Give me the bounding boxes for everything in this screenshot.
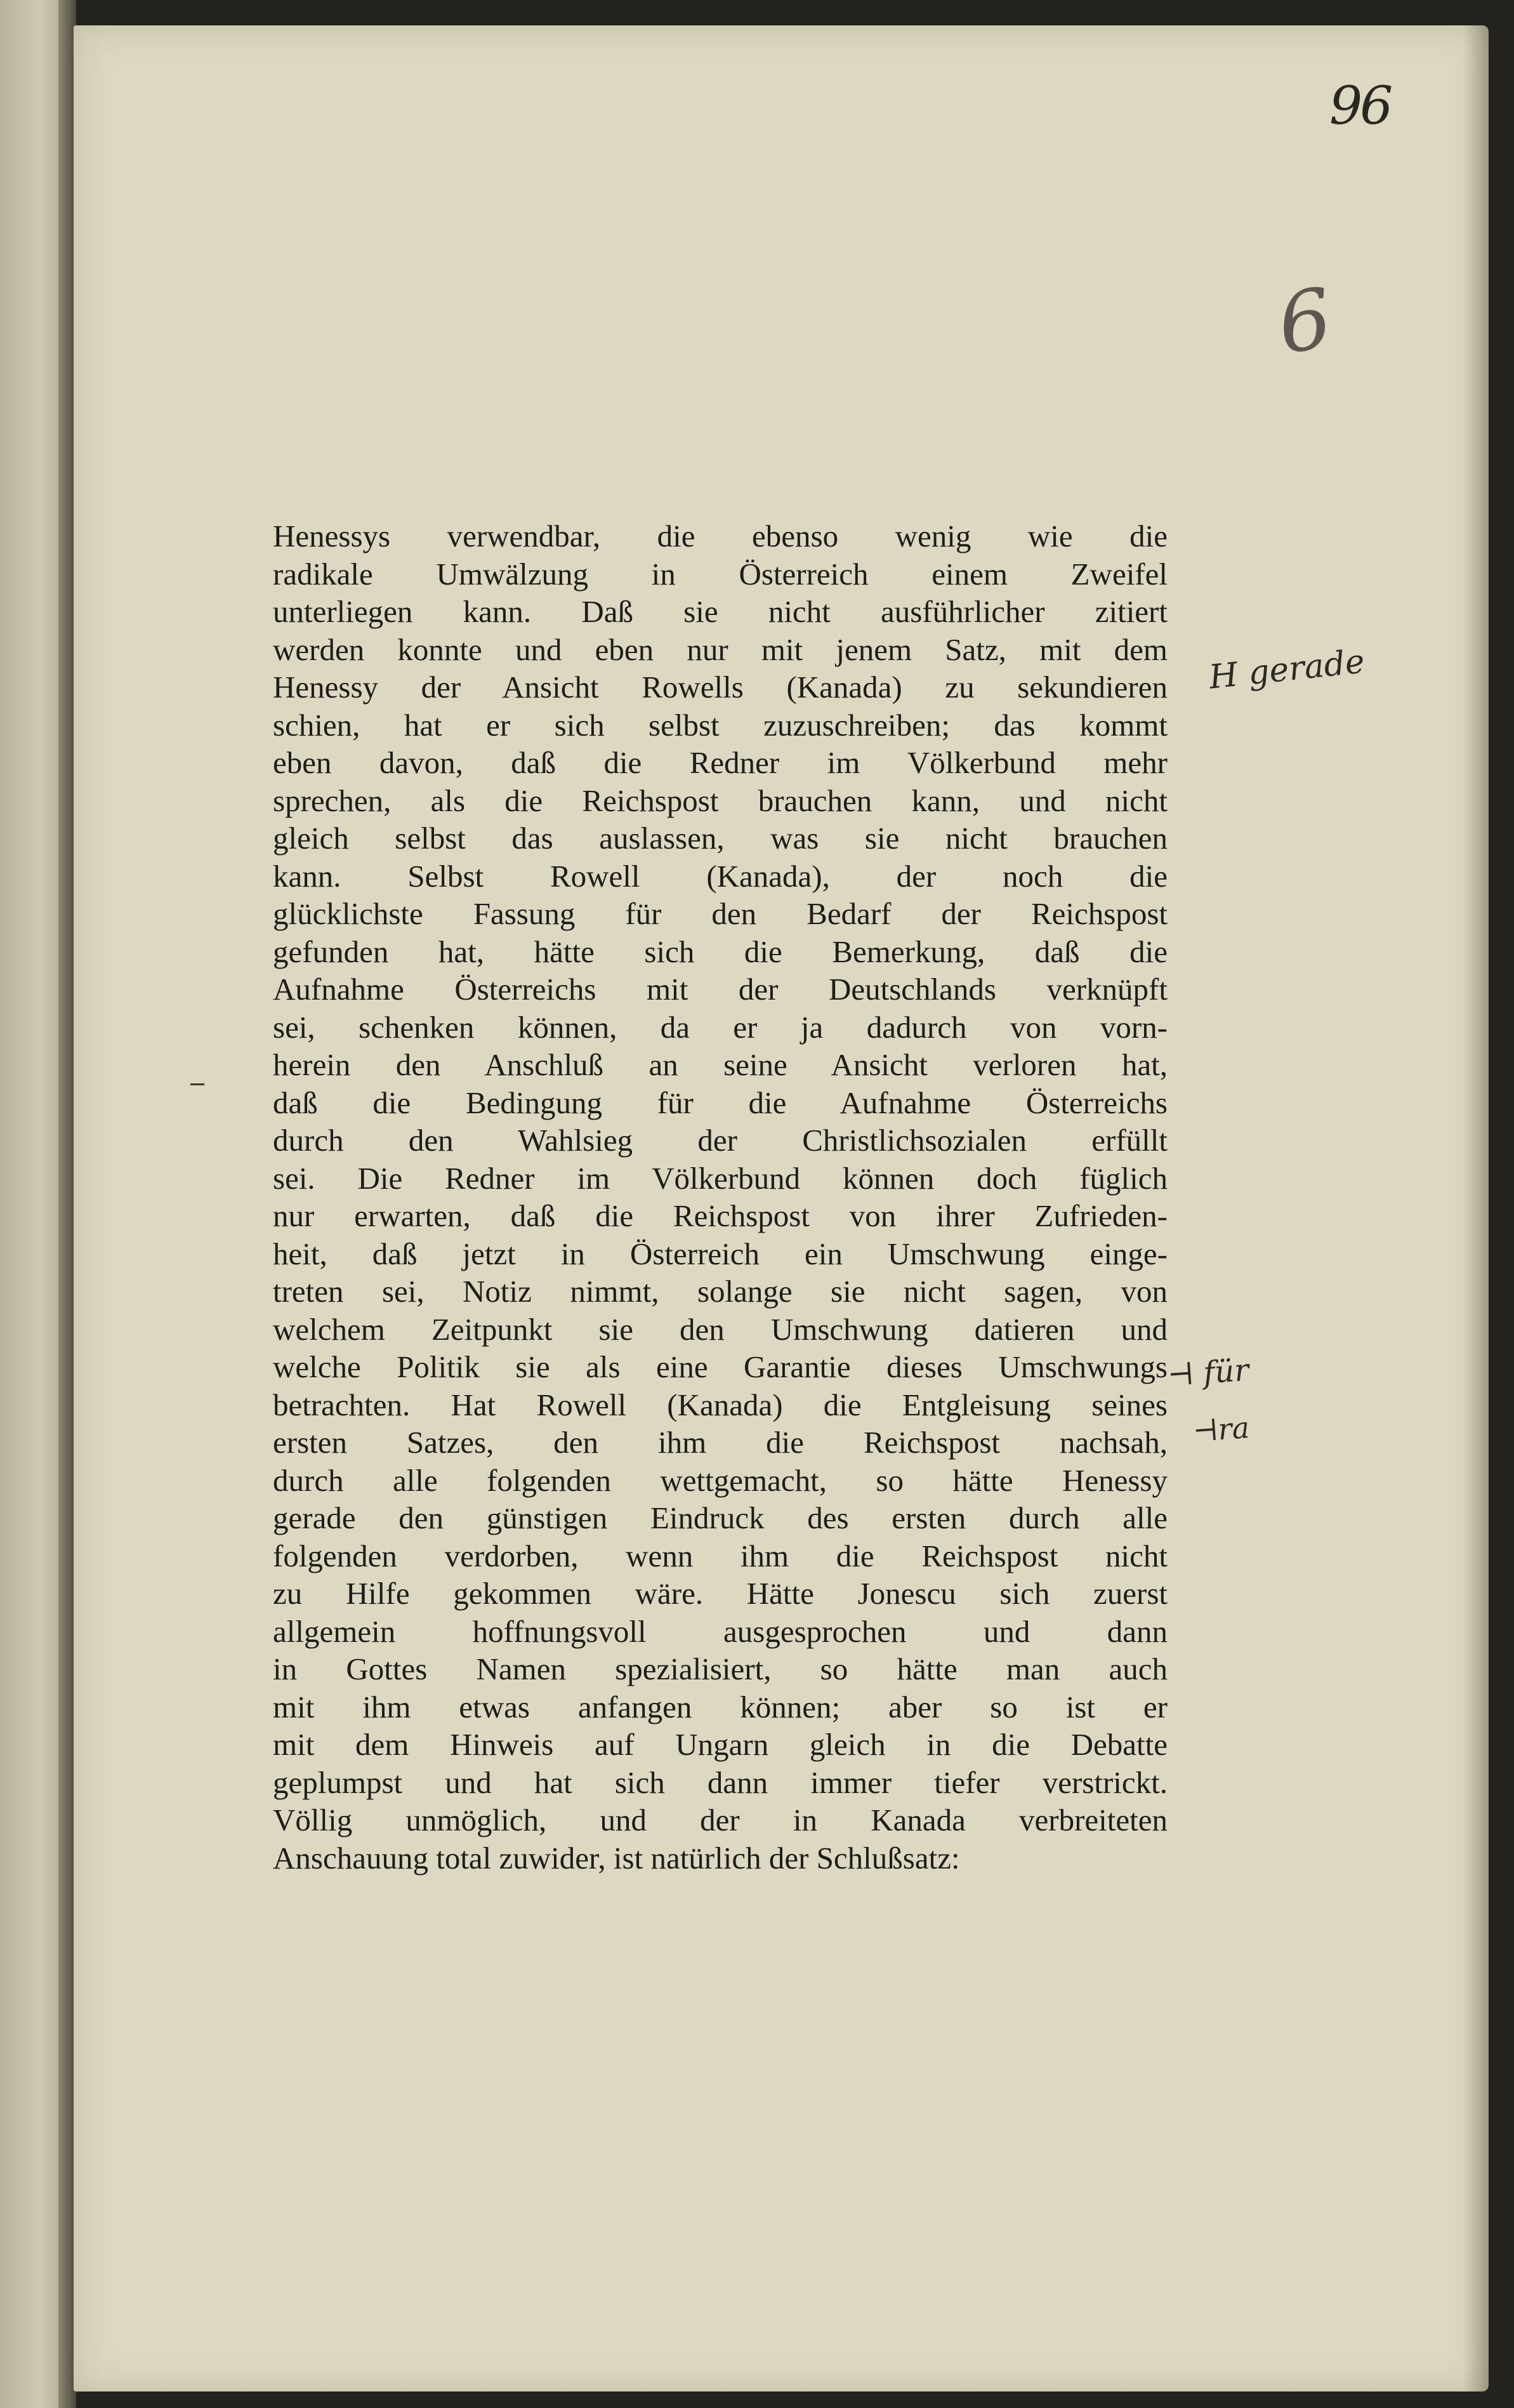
text-line: welchem Zeitpunkt sie den Umschwung datieren und [273, 1311, 1168, 1347]
text-line: Henessys verwendbar, die ebenso wenig wie die [273, 519, 1168, 553]
text-line: sei, schenken können, da er ja dadurch von vorn- [273, 1009, 1168, 1045]
margin-note-correction: H gerade [1207, 642, 1367, 697]
text-line: betrachten. Hat Rowell (Kanada) die Entgleisung seines [273, 1387, 1168, 1422]
text-line: radikale Umwälzung in Österreich einem Zweifel [273, 556, 1168, 592]
text-line: kann. Selbst Rowell (Kanada), der noch die [273, 858, 1168, 894]
text-line: gefunden hat, hätte sich die Bemerkung, daß die [273, 934, 1168, 969]
text-line: allgemein hoffnungsvoll ausgesprochen und dann [273, 1613, 1168, 1649]
text-line: daß die Bedingung für die Aufnahme Österreichs [273, 1085, 1168, 1120]
text-line: Aufnahme Österreichs mit der Deutschlands verknüpft [273, 972, 1168, 1007]
text-line: in Gottes Namen spezialisiert, so hätte man auch [273, 1651, 1168, 1686]
text-line: nur erwarten, daß die Reichspost von ihrer Zufrieden- [273, 1198, 1168, 1233]
text-line: Völlig unmöglich, und der in Kanada verbreiteten [273, 1803, 1168, 1837]
page-edge-shadow [1463, 25, 1489, 2391]
text-line: treten sei, Notiz nimmt, solange sie nicht sagen, von [273, 1274, 1168, 1309]
text-line: sprechen, als die Reichspost brauchen kann, und nicht [273, 783, 1168, 818]
text-line: glücklichste Fassung für den Bedarf der Reichspost [273, 896, 1168, 931]
text-line: schien, hat er sich selbst zuzuschreiben; das kommt [273, 707, 1168, 743]
text-line: mit dem Hinweis auf Ungarn gleich in die Debatte [273, 1727, 1168, 1762]
section-mark-handwritten: 6 [1272, 269, 1338, 373]
text-line: Henessy der Ansicht Rowells (Kanada) zu sekundieren [273, 670, 1168, 705]
text-line: zu Hilfe gekommen wäre. Hätte Jonescu sich zuerst [273, 1576, 1168, 1611]
text-line: unterliegen kann. Daß sie nicht ausführlicher zitiert [273, 594, 1168, 629]
text-line: durch den Wahlsieg der Christlichsozialen erfüllt [273, 1123, 1168, 1158]
text-line: gleich selbst das auslassen, was sie nicht brauchen [273, 821, 1168, 856]
text-line: heit, daß jetzt in Österreich ein Umschwung einge- [273, 1236, 1168, 1271]
text-line: sei. Die Redner im Völkerbund können doch füglich [273, 1160, 1168, 1196]
text-line: mit ihm etwas anfangen können; aber so ist er [273, 1689, 1168, 1724]
page-number-handwritten: 96 [1329, 76, 1391, 136]
text-line: Anschauung total zuwider, ist natürlich der Schlußsatz: [273, 1840, 960, 1875]
body-text [273, 517, 1168, 1877]
margin-note-correction: ⊣ für [1166, 1352, 1250, 1394]
text-line: ersten Satzes, den ihm die Reichspost nachsah, [273, 1425, 1168, 1460]
text-line: werden konnte und eben nur mit jenem Satz, mit dem [273, 632, 1168, 667]
text-line: durch alle folgenden wettgemacht, so hätte Henessy [273, 1462, 1168, 1498]
text-line: eben davon, daß die Redner im Völkerbund mehr [273, 745, 1168, 780]
margin-dash-mark [190, 1083, 204, 1085]
margin-note-correction: ⊣ra [1192, 1410, 1251, 1449]
text-line: welche Politik sie als eine Garantie dieses Umschwungs [273, 1349, 1168, 1384]
text-line: gerade den günstigen Eindruck des ersten durch alle [273, 1500, 1168, 1535]
text-line: geplumpst und hat sich dann immer tiefer verstrickt. [273, 1764, 1168, 1800]
text-line: folgenden verdorben, wenn ihm die Reichspost nicht [273, 1538, 1168, 1573]
text-line: herein den Anschluß an seine Ansicht verloren hat, [273, 1047, 1168, 1082]
